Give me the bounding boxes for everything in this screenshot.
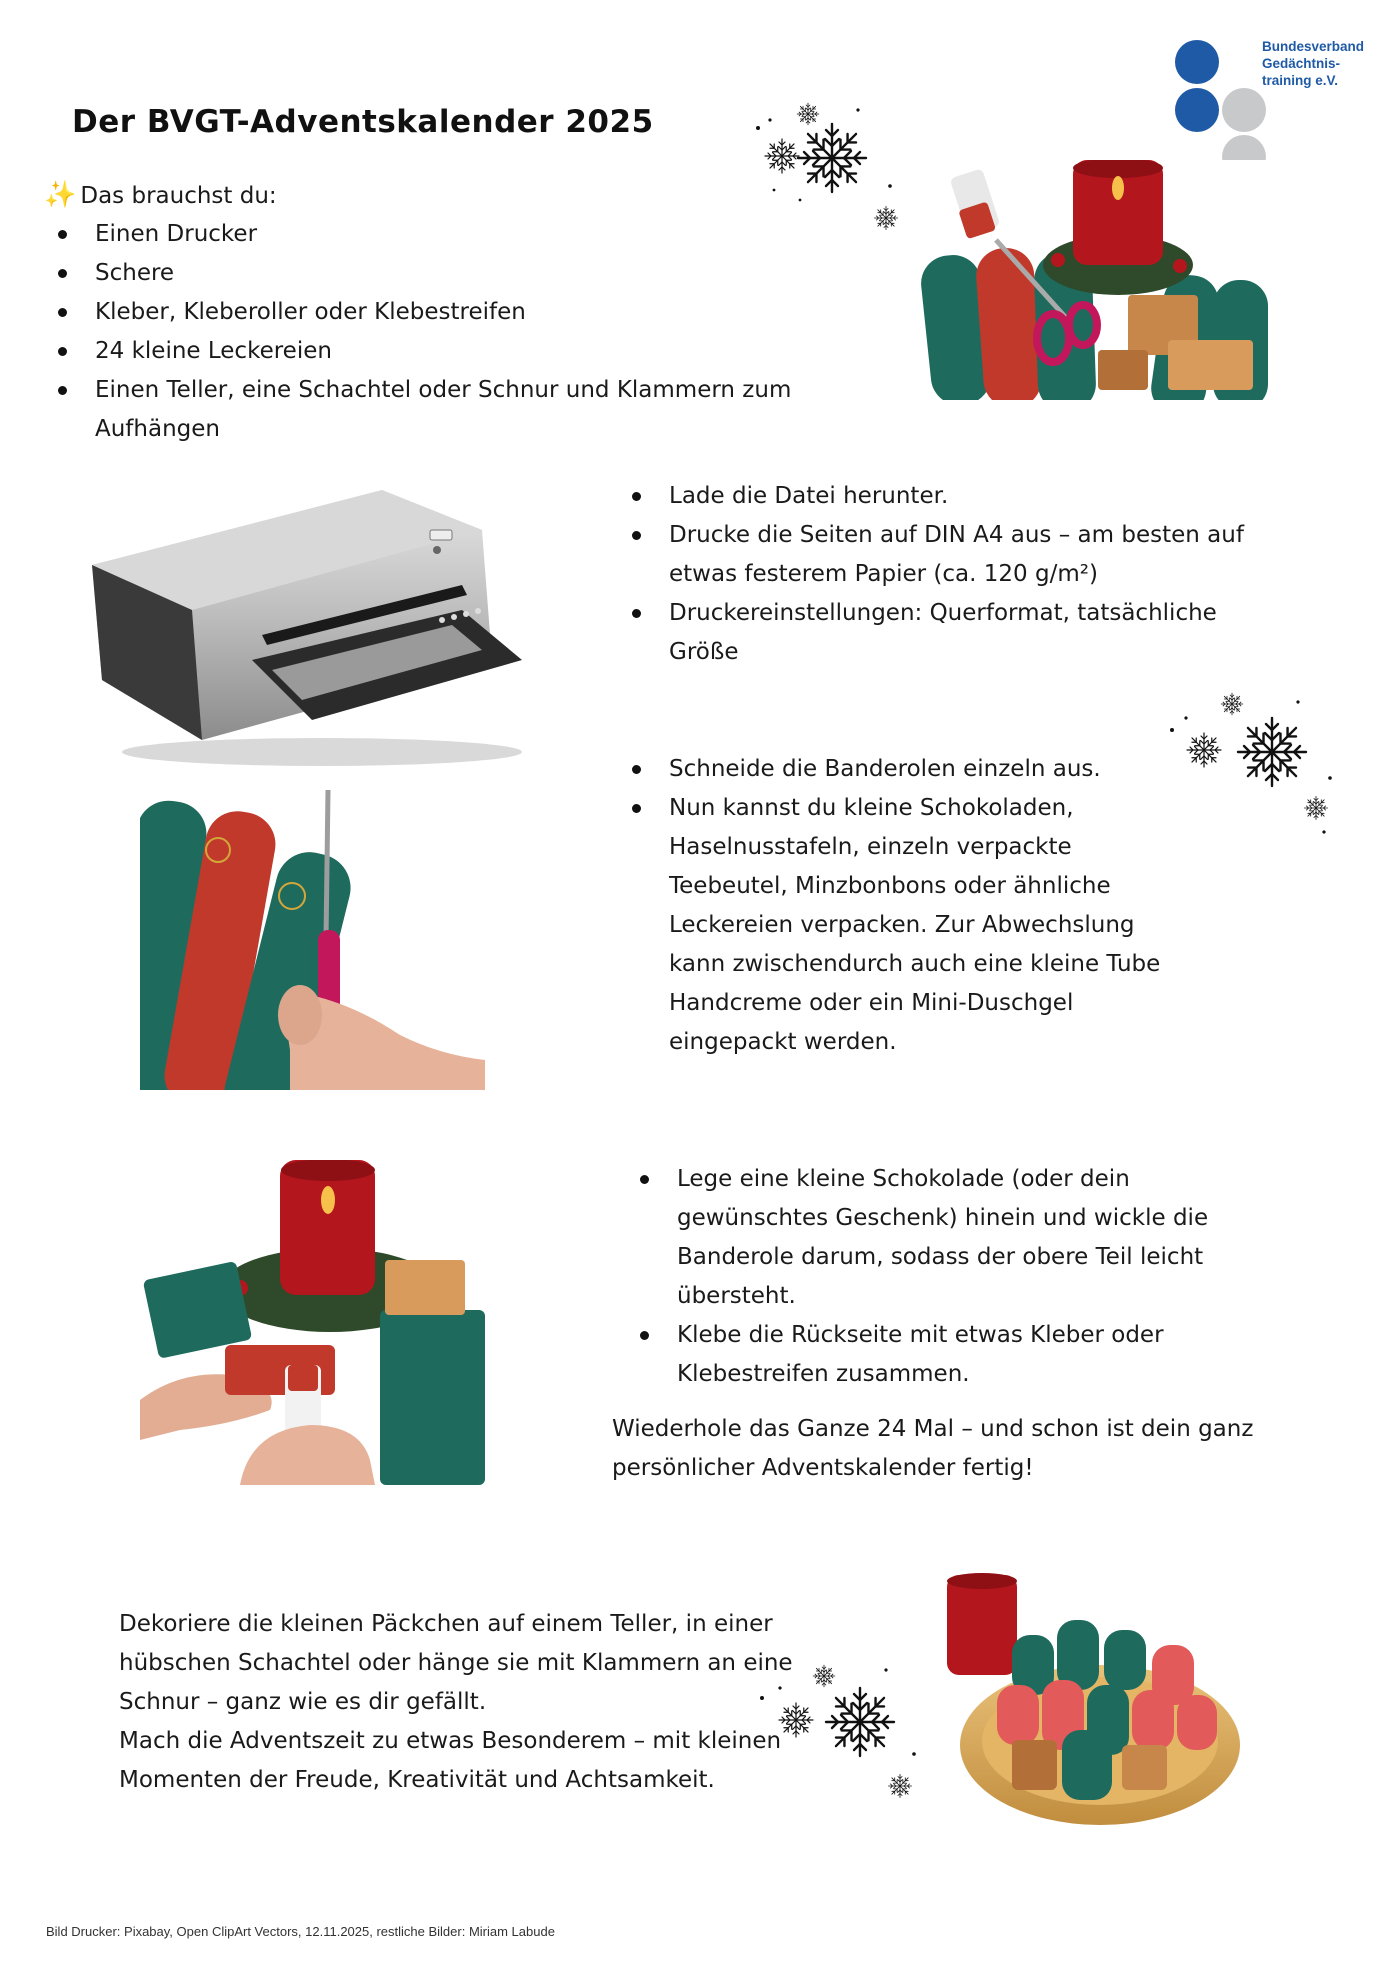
- list-item: Nun kannst du kleine Schokoladen, Haselnusstafeln, einzeln verpackte Teebeutel, Minzbonbons oder ähnliche Leckereien verpacken. Zur Abwechslung kann zwischendurch auch eine kleine Tube Handcreme oder ein Mini-Duschgel eingepackt werden.: [631, 789, 1191, 1062]
- logo-line-3: training e.V.: [1262, 73, 1339, 88]
- repeat-paragraph: Wiederhole das Ganze 24 Mal – und schon ist dein ganz persönlicher Adventskalender fertig!: [612, 1416, 1254, 1481]
- list-item: Drucke die Seiten auf DIN A4 aus – am besten auf etwas festerem Papier (ca. 120 g/m²): [631, 516, 1271, 594]
- snowflake-cluster-icon: [752, 1658, 922, 1808]
- wrapping-photo: [140, 1160, 485, 1485]
- list-item: Kleber, Kleberoller oder Klebestreifen: [57, 293, 917, 332]
- list-item: Schneide die Banderolen einzeln aus.: [631, 750, 1191, 789]
- logo-text: [1262, 38, 1382, 89]
- list-item: Schere: [57, 254, 917, 293]
- plate-photo: [942, 1565, 1242, 1837]
- final-paragraph: [119, 1605, 799, 1800]
- list-item: Druckereinstellungen: Querformat, tatsächliche Größe: [631, 594, 1271, 672]
- image-credit: Bild Drucker: Pixabay, Open ClipArt Vectors, 12.11.2025, restliche Bilder: Miriam Labude: [46, 1924, 555, 1939]
- page-title: Der BVGT-Adventskalender 2025: [72, 104, 654, 140]
- printer-image: [82, 470, 537, 770]
- logo-line-2: Gedächtnis-: [1262, 56, 1341, 71]
- list-item: Einen Teller, eine Schachtel oder Schnur und Klammern zum Aufhängen: [57, 371, 917, 449]
- step2-list: [631, 750, 1191, 1062]
- materials-photo: [918, 160, 1271, 400]
- step3-list: [639, 1160, 1239, 1394]
- list-item: Lade die Datei herunter.: [631, 477, 1271, 516]
- needs-list: [57, 215, 917, 449]
- needs-heading: [44, 176, 277, 216]
- final-paragraph-1: Dekoriere die kleinen Päckchen auf einem Teller, in einer hübschen Schachtel oder hänge sie mit Klammern an eine Schnur – ganz wie es dir gefällt.: [119, 1611, 793, 1715]
- list-item: Klebe die Rückseite mit etwas Kleber oder Klebestreifen zusammen.: [639, 1316, 1239, 1394]
- logo-circle-grey-top: [1222, 88, 1266, 132]
- logo-circle-blue-bottom: [1175, 88, 1219, 132]
- list-item: Lege eine kleine Schokolade (oder dein gewünschtes Geschenk) hinein und wickle die Banderole darum, sodass der obere Teil leicht übersteht.: [639, 1160, 1239, 1316]
- logo-circle-blue-top: [1175, 40, 1219, 84]
- sparkle-icon: ✨: [44, 180, 77, 210]
- cutting-photo: [140, 790, 485, 1090]
- list-item: Einen Drucker: [57, 215, 917, 254]
- logo-line-1: Bundesverband: [1262, 39, 1365, 54]
- needs-heading-text: Das brauchst du:: [80, 183, 277, 209]
- list-item: 24 kleine Leckereien: [57, 332, 917, 371]
- step1-list: [631, 477, 1271, 672]
- final-paragraph-2: Mach die Adventszeit zu etwas Besonderem – mit kleinen Momenten der Freude, Kreativität und Achtsamkeit.: [119, 1728, 782, 1793]
